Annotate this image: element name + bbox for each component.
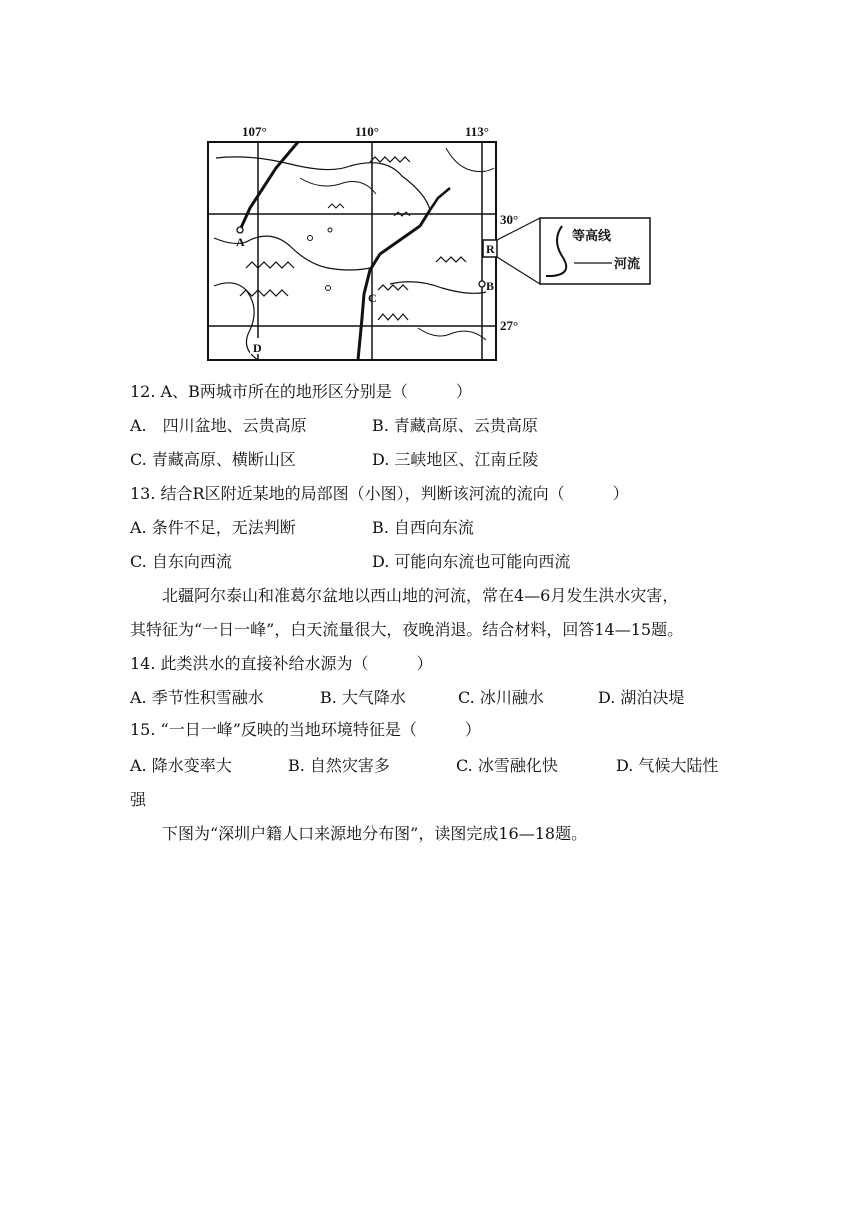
passage-line-2: 其特征为“一日一峰”，白天流量很大，夜晚消退。结合材料，回答14—15题。	[130, 620, 684, 639]
label-r: R	[486, 242, 495, 256]
settlement-2	[326, 286, 331, 291]
question-14-option-d: D. 湖泊决堤	[598, 688, 685, 707]
question-14-stem: 14. 此类洪水的直接补给水源为（ ）	[130, 654, 433, 673]
passage-line-1: 北疆阿尔泰山和准葛尔盆地以西山地的河流，常在4—6月发生洪水灾害，	[162, 586, 679, 605]
lon-label-113: 113°	[465, 124, 489, 139]
question-13-option-c: C. 自东向西流	[130, 552, 232, 571]
lon-label-107: 107°	[242, 124, 267, 139]
question-14-option-a: A. 季节性积雪融水	[130, 688, 264, 707]
settlement-1	[308, 236, 313, 241]
question-14-option-c: C. 冰川融水	[458, 688, 544, 707]
question-12-option-a: A. 四川盆地、云贵高原	[130, 416, 307, 435]
question-15-option-a: A. 降水变率大	[130, 756, 232, 775]
label-a: A	[236, 235, 245, 249]
question-13-option-a: A. 条件不足，无法判断	[130, 518, 296, 537]
inset-river-label: 河流	[614, 256, 641, 271]
question-14-option-b: B. 大气降水	[320, 688, 406, 707]
question-15-option-d: D. 气候大陆性	[616, 756, 719, 775]
label-b: B	[486, 279, 495, 293]
label-c: C	[368, 291, 377, 305]
question-13-option-d: D. 可能向东流也可能向西流	[372, 552, 571, 571]
question-15-option-b: B. 自然灾害多	[288, 756, 390, 775]
intro-16-18: 下图为“深圳户籍人口来源地分布图”，读图完成16—18题。	[162, 824, 588, 843]
inset-contour-label: 等高线	[572, 228, 612, 243]
city-point-a	[237, 227, 243, 233]
settlement-3	[328, 228, 332, 232]
label-d: D	[253, 341, 262, 355]
question-13-stem: 13. 结合R区附近某地的局部图（小图），判断该河流的流向（ ）	[130, 484, 629, 503]
city-point-b	[479, 281, 485, 287]
lon-label-110: 110°	[355, 124, 379, 139]
question-12-option-c: C. 青藏高原、横断山区	[130, 450, 296, 469]
map-svg	[180, 118, 660, 368]
question-15-option-d-wrap: 强	[130, 790, 147, 809]
question-12-option-b: B. 青藏高原、云贵高原	[372, 416, 538, 435]
lat-label-27: 27°	[500, 318, 519, 333]
question-12-stem: 12. A、B两城市所在的地形区分别是（ ）	[130, 382, 472, 401]
map-figure	[180, 118, 660, 368]
question-15-stem: 15. “一日一峰”反映的当地环境特征是（ ）	[130, 720, 481, 739]
question-12-option-d: D. 三峡地区、江南丘陵	[372, 450, 539, 469]
question-13-option-b: B. 自西向东流	[372, 518, 474, 537]
lat-label-30: 30°	[500, 212, 519, 227]
callout-line-bottom	[497, 257, 540, 284]
question-15-option-c: C. 冰雪融化快	[456, 756, 558, 775]
